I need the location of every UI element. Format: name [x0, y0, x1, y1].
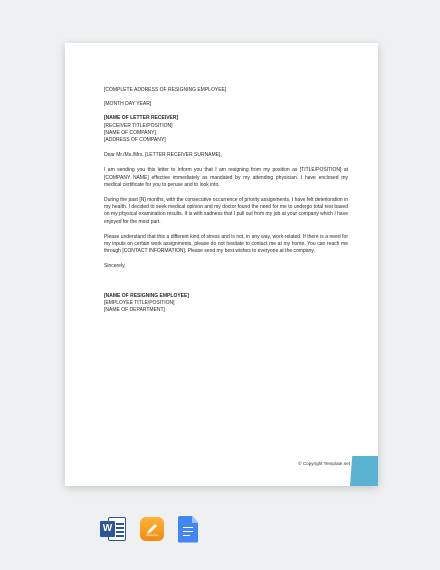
google-docs-icon[interactable]	[178, 516, 198, 543]
letter-date: [MONTH DAY YEAR]	[104, 101, 152, 108]
letter-body	[104, 87, 348, 314]
word-icon[interactable]	[100, 515, 126, 543]
receiver-title: [RECEIVER TITLE/POSITION]	[104, 122, 173, 129]
receiver-address: [ADDRESS OF COMPANY]	[104, 137, 166, 144]
signature-title: [EMPLOYEE TITLE/POSITION]	[104, 299, 175, 306]
docs-fold	[192, 516, 198, 523]
signature-name: [NAME OF RESIGNING EMPLOYEE]	[104, 292, 190, 299]
paragraph-3: Please understand that this a different kind of stress and is not, in any way, work-related. If there is a need for my inputs on certain work assignments, please do not hesitate to contact me at my home. You can reach me through [CONTACT INFORMATION]. Please send my best wishes to everyone at the company.	[104, 233, 348, 255]
copyright-text: © Copyright Template.net	[298, 461, 350, 466]
paragraph-1: I am sending you this letter to inform you that I am resigning from my position as [TITLE/POSITION] at [COMPANY NAME] effective immediately as mandated by my attending physician. I have enclosed my medical certificate for you to peruse and to look into.	[104, 167, 348, 188]
corner-accent	[350, 456, 378, 486]
closing: Sincerely,	[104, 263, 126, 270]
pen-icon	[144, 521, 160, 537]
letter-document	[65, 43, 378, 486]
receiver-name: [NAME OF LETTER RECEIVER]	[104, 115, 179, 122]
pages-icon[interactable]	[140, 517, 164, 541]
paragraph-2: During the past [N] months, with the consecutive occurrence of priority assignments, I have felt deterioration in my health. I decided to seek medical opinion and my doctor found the need for me to undergo total rest based on my physical examination results. It is with sadness that I pull out from my job at your company which I have enjoyed for the most part.	[104, 197, 348, 225]
word-badge: W	[100, 521, 115, 537]
salutation: Dear Mr./Ms./Mrs. [LETTER RECEIVER SURNAME],	[104, 152, 222, 159]
signature-department: [NAME OF DEPARTMENT]	[104, 307, 165, 314]
receiver-company: [NAME OF COMPANY]	[104, 129, 156, 136]
sender-address: [COMPLETE ADDRESS OF RESIGNING EMPLOYEE]	[104, 87, 227, 93]
format-icons	[100, 515, 198, 543]
